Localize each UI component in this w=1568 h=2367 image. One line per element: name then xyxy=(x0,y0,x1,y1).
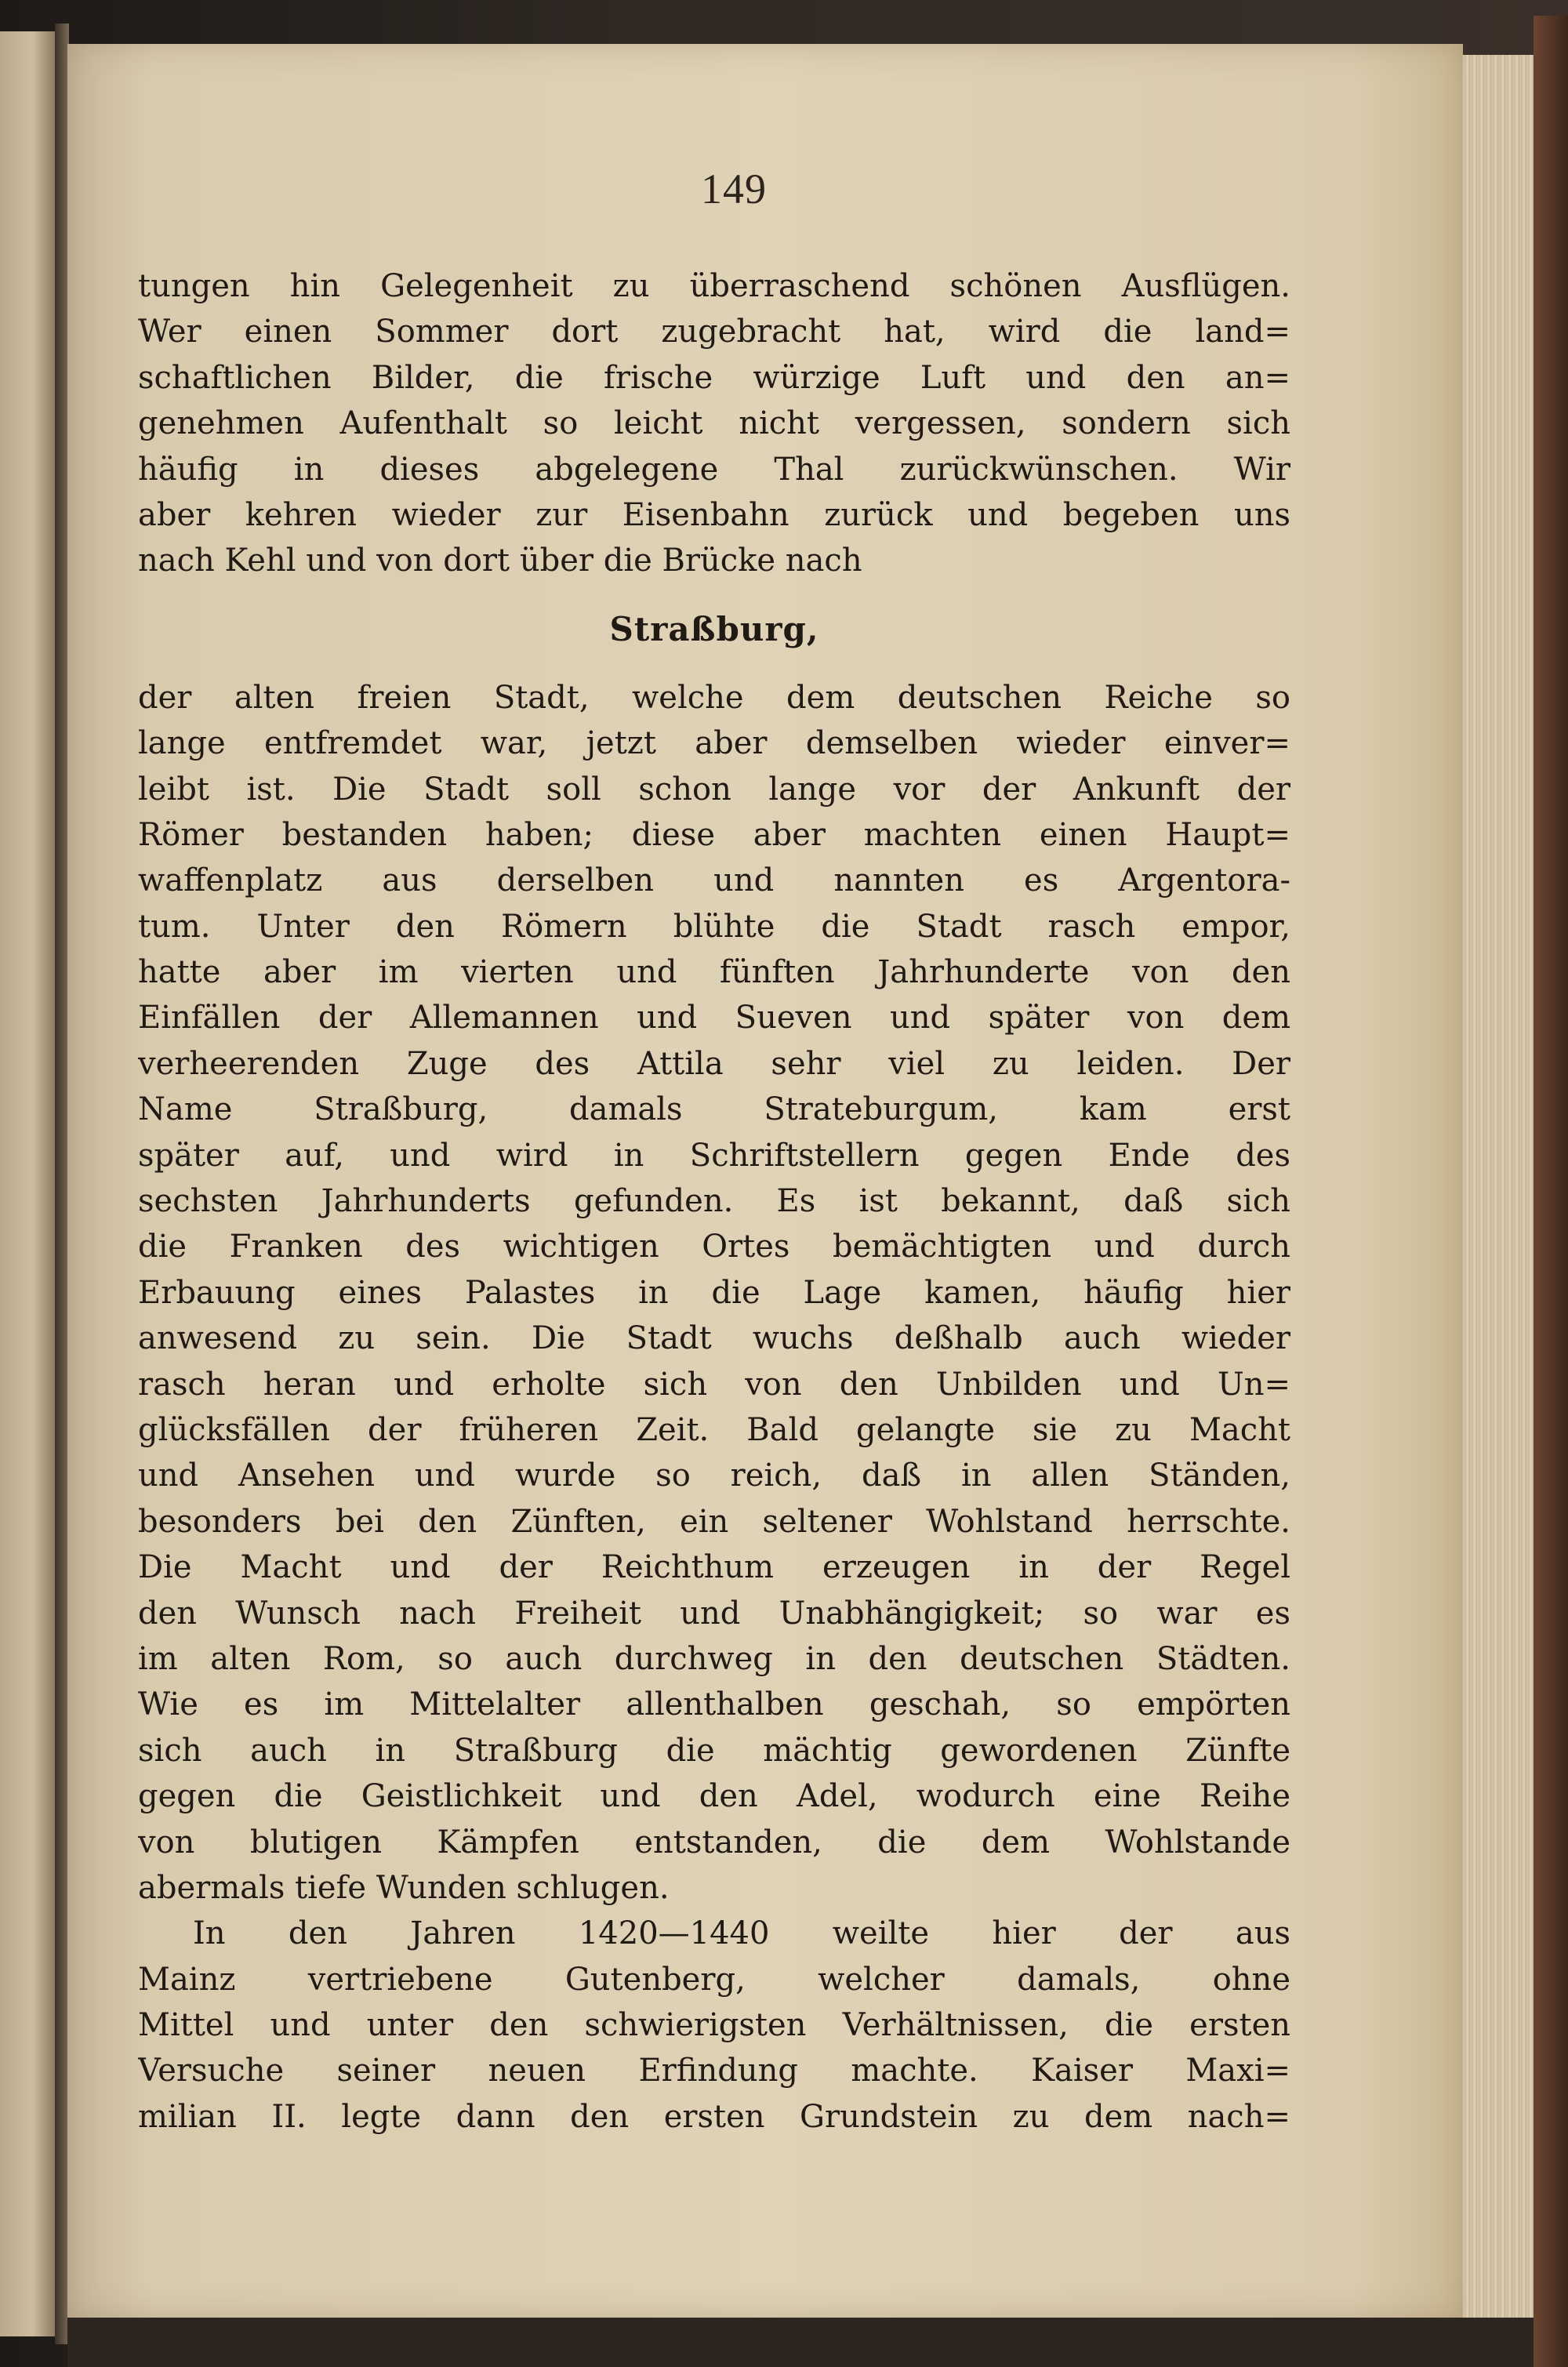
text-line: die Franken des wichtigen Ortes bemächtigten und durch xyxy=(138,1229,1290,1265)
text-line: hatte aber im vierten und fünften Jahrhunderte von den xyxy=(138,954,1290,991)
text-line: Mainz vertriebene Gutenberg, welcher damals, ohne xyxy=(138,1961,1290,1998)
text-line: In den Jahren 1420—1440 weilte hier der aus xyxy=(193,1915,1290,1952)
text-line: sechsten Jahrhunderts gefunden. Es ist bekannt, daß sich xyxy=(138,1183,1290,1220)
text-line: waffenplatz aus derselben und nannten es Argentora- xyxy=(138,862,1290,899)
text-line: später auf, und wird in Schriftstellern gegen Ende des xyxy=(138,1137,1290,1174)
page-text xyxy=(138,263,1290,2140)
text-line: und Ansehen und wurde so reich, daß in allen Ständen, xyxy=(138,1458,1290,1494)
text-line: Wer einen Sommer dort zugebracht hat, wird die land= xyxy=(138,314,1290,350)
left-page-edge xyxy=(0,31,58,2336)
text-line: glücksfällen der früheren Zeit. Bald gelangte sie zu Macht xyxy=(138,1411,1290,1448)
text-line: nach Kehl und von dort über die Brücke nach xyxy=(138,543,862,579)
text-line: Mittel und unter den schwierigsten Verhältnissen, die ersten xyxy=(138,2007,1290,2044)
text-line: tum. Unter den Römern blühte die Stadt rasch empor, xyxy=(138,908,1290,945)
text-line: lange entfremdet war, jetzt aber demselben wieder einver= xyxy=(138,725,1290,762)
text-line: abermals tiefe Wunden schlugen. xyxy=(138,1869,670,1906)
section-heading: Straßburg, xyxy=(609,609,819,648)
text-line: anwesend zu sein. Die Stadt wuchs deßhalb auch wieder xyxy=(138,1320,1290,1357)
page-stack-edges xyxy=(1463,55,1541,2321)
text-line: milian II. legte dann den ersten Grundstein zu dem nach= xyxy=(138,2098,1290,2135)
text-line: gegen die Geistlichkeit und den Adel, wodurch eine Reihe xyxy=(138,1778,1290,1815)
text-line: der alten freien Stadt, welche dem deutschen Reiche so xyxy=(138,679,1290,716)
text-line: häufig in dieses abgelegene Thal zurückwünschen. Wir xyxy=(138,451,1290,488)
text-line: tungen hin Gelegenheit zu überraschend schönen Ausflügen. xyxy=(138,268,1290,304)
text-line: rasch heran und erholte sich von den Unbilden und Un= xyxy=(138,1366,1290,1403)
text-line: den Wunsch nach Freiheit und Unabhängigkeit; so war es xyxy=(138,1595,1290,1632)
text-line: im alten Rom, so auch durchweg in den deutschen Städten. xyxy=(138,1640,1290,1677)
text-line: Wie es im Mittelalter allenthalben geschah, so empörten xyxy=(138,1686,1290,1723)
page-number: 149 xyxy=(701,165,767,212)
text-line: von blutigen Kämpfen entstanden, die dem Wohlstande xyxy=(138,1824,1290,1861)
text-line: Einfällen der Allemannen und Sueven und später von dem xyxy=(138,1000,1290,1036)
book-page xyxy=(67,44,1463,2318)
text-line: Erbauung eines Palastes in die Lage kamen, häufig hier xyxy=(138,1274,1290,1311)
text-line: Römer bestanden haben; diese aber machten einen Haupt= xyxy=(138,816,1290,853)
text-line: sich auch in Straßburg die mächtig gewordenen Zünfte xyxy=(138,1732,1290,1769)
text-line: verheerenden Zuge des Attila sehr viel zu leiden. Der xyxy=(138,1045,1290,1082)
text-line: schaftlichen Bilder, die frische würzige Luft und den an= xyxy=(138,359,1290,396)
text-line: Versuche seiner neuen Erfindung machte. Kaiser Maxi= xyxy=(138,2053,1290,2089)
text-line: aber kehren wieder zur Eisenbahn zurück und begeben uns xyxy=(138,496,1290,533)
text-line: Name Straßburg, damals Strateburgum, kam erst xyxy=(138,1091,1290,1128)
text-line: leibt ist. Die Stadt soll schon lange vor der Ankunft der xyxy=(138,771,1290,808)
book-cover-edge xyxy=(1534,16,1568,2367)
bottom-shadow xyxy=(67,2318,1534,2367)
text-line: besonders bei den Zünften, ein seltener Wohlstand herrschte. xyxy=(138,1503,1290,1540)
text-line: Die Macht und der Reichthum erzeugen in der Regel xyxy=(138,1549,1290,1586)
text-line: genehmen Aufenthalt so leicht nicht vergessen, sondern sich xyxy=(138,405,1290,442)
